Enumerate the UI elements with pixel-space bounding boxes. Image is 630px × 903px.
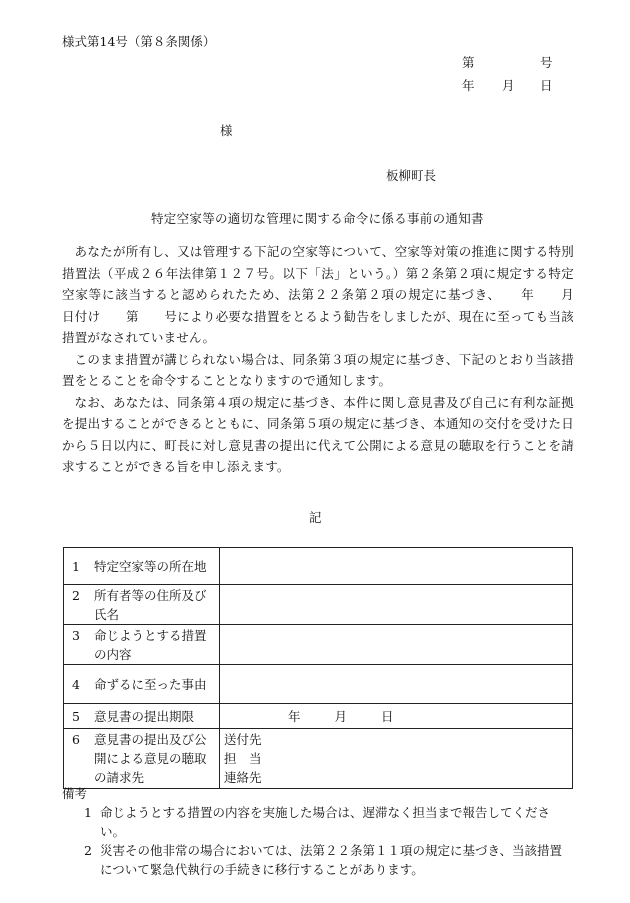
deadline-day: 日 bbox=[381, 708, 394, 724]
row-label: 命ずるに至った事由 bbox=[94, 676, 207, 692]
deadline-year: 年 bbox=[288, 708, 301, 724]
note-text: 災害その他非常の場合においては、法第２２条第１１項の規定に基づき、当該措置について緊急代執行の手続きに移行することがあります。 bbox=[100, 843, 563, 877]
deadline-cell bbox=[220, 704, 573, 729]
row-number: 2 bbox=[72, 587, 80, 603]
row-label: 意見書の提出及び公開による意見の聴取の請求先 bbox=[94, 732, 207, 785]
date-month: 月 bbox=[502, 78, 515, 93]
value-cell bbox=[220, 548, 573, 585]
value-cell bbox=[220, 585, 573, 625]
contact-person: 担 当 bbox=[224, 751, 262, 766]
contact-phone: 連絡先 bbox=[224, 770, 262, 785]
table-row bbox=[64, 704, 573, 729]
row-label: 意見書の提出期限 bbox=[94, 708, 195, 724]
body-text bbox=[62, 241, 600, 478]
paragraph-3: なお、あなたは、同条第４項の規定に基づき、本件に関し意見書及び自己に有利な証拠を提出することができるとともに、同条第５項の規定に基づき、本通知の交付を受けた日から５日以内に、町長に対し意見書の提出に代えて公開による意見の聴取を行うことを請求することができる旨を申し添えます。 bbox=[62, 394, 574, 474]
ki-heading: 記 bbox=[309, 510, 322, 525]
table-row bbox=[64, 625, 573, 665]
row-label: 特定空家等の所在地 bbox=[94, 558, 207, 574]
date-day: 日 bbox=[540, 78, 553, 93]
value-cell bbox=[220, 625, 573, 665]
table-row bbox=[64, 585, 573, 625]
table-row bbox=[64, 548, 573, 585]
table-row bbox=[64, 665, 573, 704]
notes-heading: 備考 bbox=[62, 786, 88, 801]
document-title: 特定空家等の適切な管理に関する命令に係る事前の通知書 bbox=[151, 211, 484, 226]
note-number: 1 bbox=[84, 805, 92, 820]
note-item bbox=[62, 803, 574, 841]
row-number: 5 bbox=[72, 708, 80, 724]
contact-send-to: 送付先 bbox=[224, 732, 262, 747]
contact-cell bbox=[220, 729, 573, 789]
row-number: 6 bbox=[72, 732, 80, 747]
table-row bbox=[64, 729, 573, 789]
row-number: 3 bbox=[72, 627, 80, 643]
note-text: 命じようとする措置の内容を実施した場合は、遅滞なく担当まで報告してください。 bbox=[100, 805, 551, 839]
details-table bbox=[63, 547, 573, 789]
row-number: 4 bbox=[72, 676, 80, 692]
doc-number-prefix: 第 bbox=[462, 55, 475, 70]
doc-number-suffix: 号 bbox=[540, 55, 553, 70]
notes-section bbox=[62, 784, 574, 879]
form-id: 様式第14号（第８条関係） bbox=[62, 34, 216, 49]
date-year: 年 bbox=[462, 78, 475, 93]
paragraph-1: あなたが所有し、又は管理する下記の空家等について、空家等対策の推進に関する特別措置法（平成２６年法律第１２７号。以下「法」という。）第２条第２項に規定する特定空家等に該当すると認められたため、法第２２条第２項の規定に基づき、 年 月 日付け 第 号により必要な措置をとるよう勧告をしましたが、現在に至っても当該措置がなされていません。 bbox=[62, 244, 600, 345]
addressee-suffix: 様 bbox=[220, 123, 233, 138]
row-label: 所有者等の住所及び氏名 bbox=[94, 587, 207, 622]
paragraph-2: このまま措置が講じられない場合は、同条第３項の規定に基づき、下記のとおり当該措置をとることを命令することとなりますので通知します。 bbox=[62, 351, 574, 388]
sender-title: 板柳町長 bbox=[386, 168, 437, 183]
deadline-month: 月 bbox=[334, 708, 348, 724]
value-cell bbox=[220, 665, 573, 704]
row-number: 1 bbox=[72, 558, 80, 574]
note-number: 2 bbox=[84, 843, 92, 858]
note-item bbox=[62, 841, 574, 879]
row-label: 命じようとする措置の内容 bbox=[94, 627, 207, 662]
